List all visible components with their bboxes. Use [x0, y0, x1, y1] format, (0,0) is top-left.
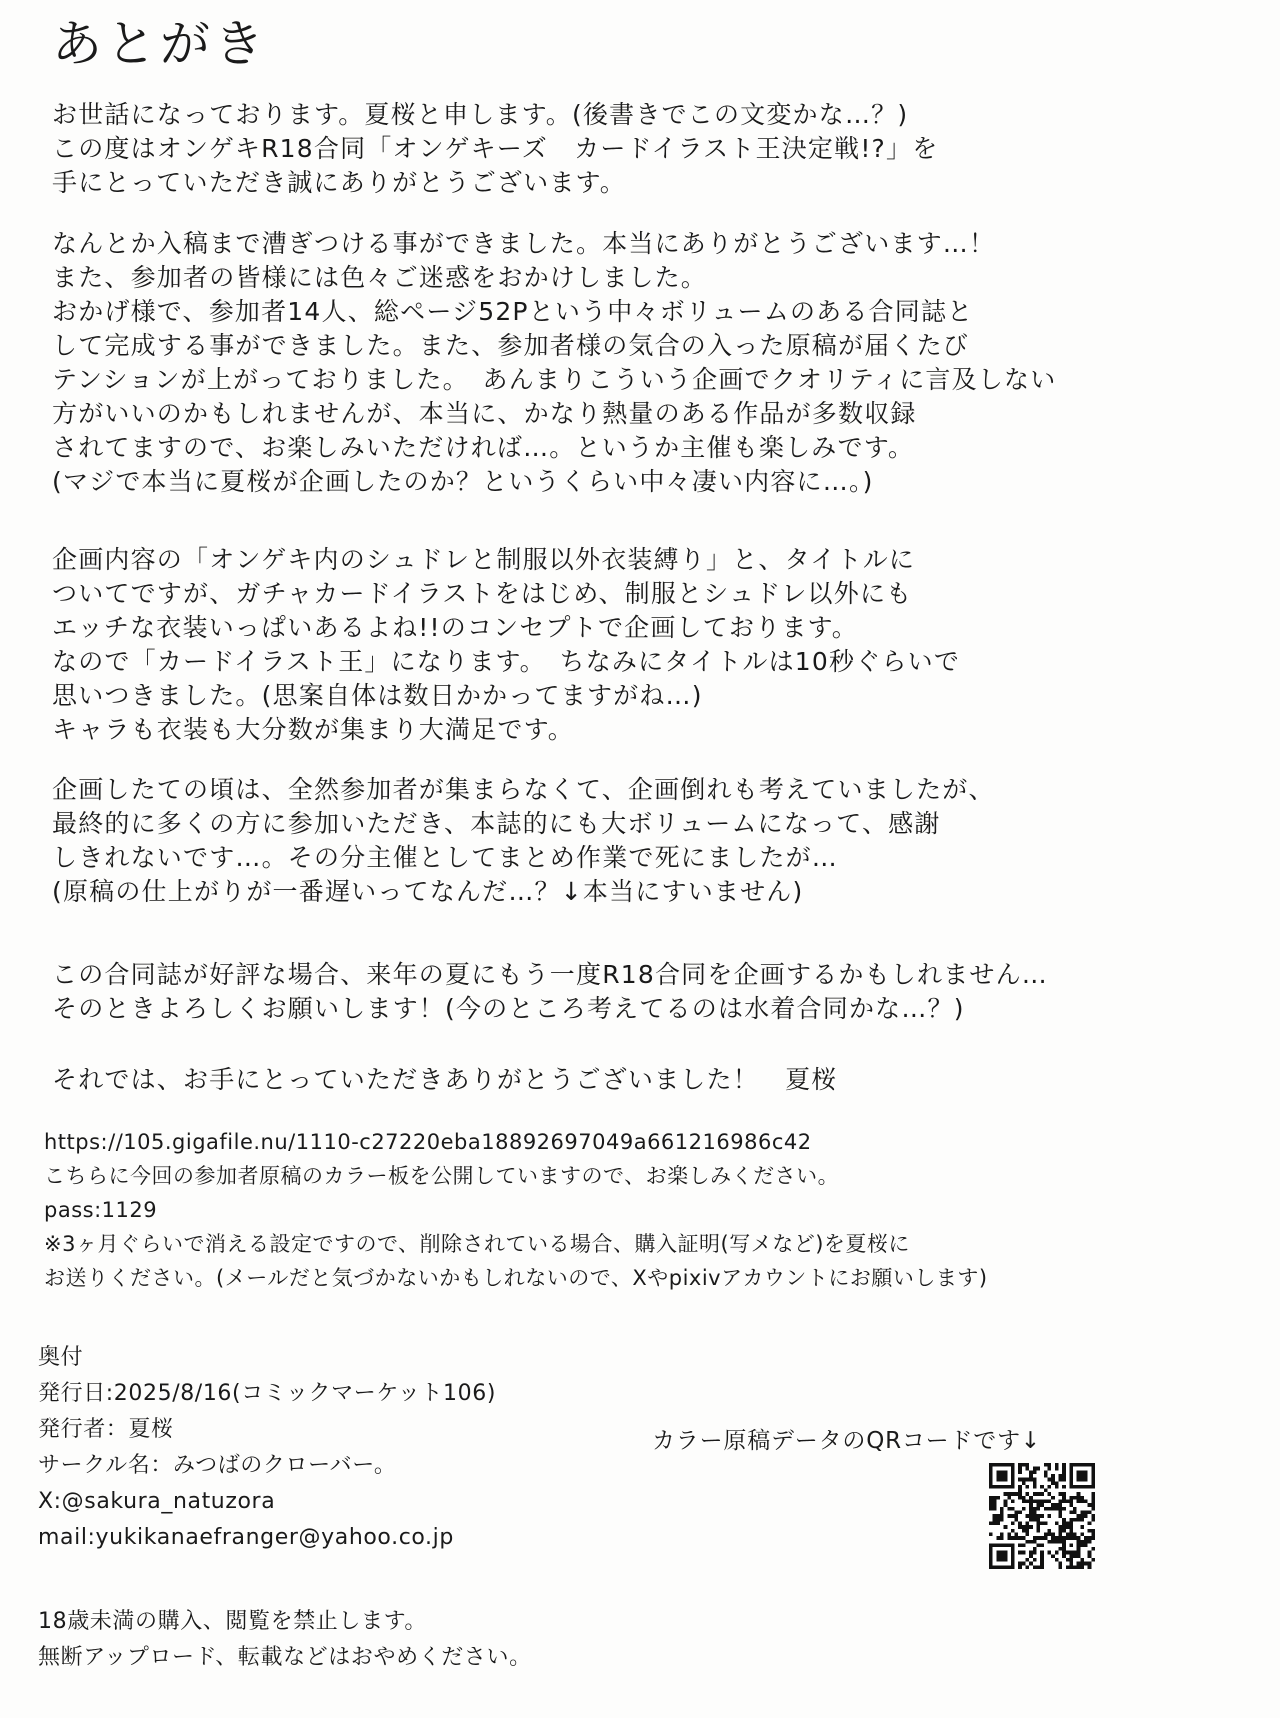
paragraph-line: して完成する事ができました。また、参加者様の気合の入った原稿が届くたび — [52, 331, 970, 360]
download-url-link[interactable]: https://105.gigafile.nu/1110-c27220eba18892697049a661216986c42 — [44, 1130, 812, 1154]
paragraph-closing — [52, 1063, 838, 1097]
paragraph-line: 方がいいのかもしれませんが、本当に、かなり熱量のある作品が多数収録 — [52, 399, 917, 428]
paragraph-line: エッチな衣装いっぱいあるよね!!のコンセプトで企画しております。 — [52, 613, 858, 642]
colophon-x-account[interactable]: X:@sakura_natuzora — [38, 1489, 276, 1514]
download-note: ※3ヶ月ぐらいで消える設定ですので、削除されている場合、購入証明(写メなど)を夏桜に — [44, 1232, 910, 1256]
paragraph-line: 最終的に多くの方に参加いただき、本誌的にも大ボリュームになって、感謝 — [52, 809, 941, 838]
qr-caption: カラー原稿データのQRコードです↓ — [652, 1428, 1041, 1454]
paragraph-line: おかげ様で、参加者14人、総ページ52Pという中々ボリュームのある合同誌と — [52, 297, 974, 326]
paragraph-line: そのときよろしくお願いします！(今のところ考えてるのは水着合同かな…？) — [52, 994, 965, 1023]
paragraph-line: しきれないです…。その分主催としてまとめ作業で死にましたが… — [52, 843, 839, 872]
colophon-publisher: 発行者：夏桜 — [38, 1417, 174, 1442]
paragraph-line: この度はオンゲキR18合同「オンゲキーズ カードイラスト王決定戦!?」を — [52, 134, 939, 163]
page-title: あとがき — [52, 15, 268, 73]
paragraph-line: (マジで本当に夏桜が企画したのか？というくらい中々凄い内容に…。) — [52, 467, 874, 496]
paragraph-line: 企画内容の「オンゲキ内のシュドレと制服以外衣装縛り」と、タイトルに — [52, 545, 916, 574]
colophon-mail[interactable]: mail:yukikanaefranger@yahoo.co.jp — [38, 1525, 454, 1550]
paragraph-line: テンションが上がっておりました。 あんまりこういう企画でクオリティに言及しない — [52, 365, 1057, 394]
paragraph-greeting — [52, 98, 938, 200]
paragraph-line: 企画したての頃は、全然参加者が集まらなくて、企画倒れも考えていましたが、 — [52, 775, 995, 804]
paragraph-next-year — [52, 958, 1048, 1026]
paragraph-line: (原稿の仕上がりが一番遅いってなんだ…？↓本当にすいません) — [52, 877, 804, 906]
qr-code-icon[interactable] — [989, 1463, 1095, 1569]
paragraph-line: 思いつきました。(思案自体は数日かかってますがね…) — [52, 681, 703, 710]
no-upload-notice: 無断アップロード、転載などはおやめください。 — [38, 1645, 532, 1670]
paragraph-line: キャラも衣装も大分数が集まり大満足です。 — [52, 715, 575, 744]
paragraph-line: なんとか入稿まで漕ぎつける事ができました。本当にありがとうございます…！ — [52, 229, 996, 258]
colophon-circle: サークル名：みつばのクローバー。 — [38, 1453, 397, 1478]
colophon-issue-date: 発行日:2025/8/16(コミックマーケット106) — [38, 1381, 497, 1406]
download-url-note: こちらに今回の参加者原稿のカラー板を公開していますので、お楽しみください。 — [44, 1164, 840, 1188]
paragraph-line: それでは、お手にとっていただきありがとうございました！ 夏桜 — [52, 1065, 838, 1094]
paragraph-line: この合同誌が好評な場合、来年の夏にもう一度R18合同を企画するかもしれません… — [52, 960, 1048, 989]
paragraph-line: なので「カードイラスト王」になります。 ちなみにタイトルは10秒ぐらいで — [52, 647, 961, 676]
paragraph-line: されてますので、お楽しみいただければ…。というか主催も楽しみです。 — [52, 433, 915, 462]
paragraph-line: お世話になっております。夏桜と申します。(後書きでこの文変かな…？) — [52, 100, 909, 129]
colophon — [38, 1340, 496, 1556]
paragraph-line: ついてですが、ガチャカードイラストをはじめ、制服とシュドレ以外にも — [52, 579, 913, 608]
paragraph-line: 手にとっていただき誠にありがとうございます。 — [52, 168, 626, 197]
paragraph-thanks — [52, 227, 1056, 499]
age-restriction-notice: 18歳未満の購入、閲覧を禁止します。 — [38, 1609, 428, 1634]
paragraph-planning — [52, 773, 995, 909]
paragraph-concept — [52, 543, 960, 747]
age-notice — [38, 1604, 532, 1676]
download-password: pass:1129 — [44, 1198, 158, 1222]
download-note: お送りください。(メールだと気づかないかもしれないので、Xやpixivアカウントにお願いします) — [44, 1266, 988, 1290]
paragraph-line: また、参加者の皆様には色々ご迷惑をおかけしました。 — [52, 263, 708, 292]
colophon-heading: 奥付 — [38, 1345, 84, 1370]
download-info — [44, 1125, 988, 1295]
